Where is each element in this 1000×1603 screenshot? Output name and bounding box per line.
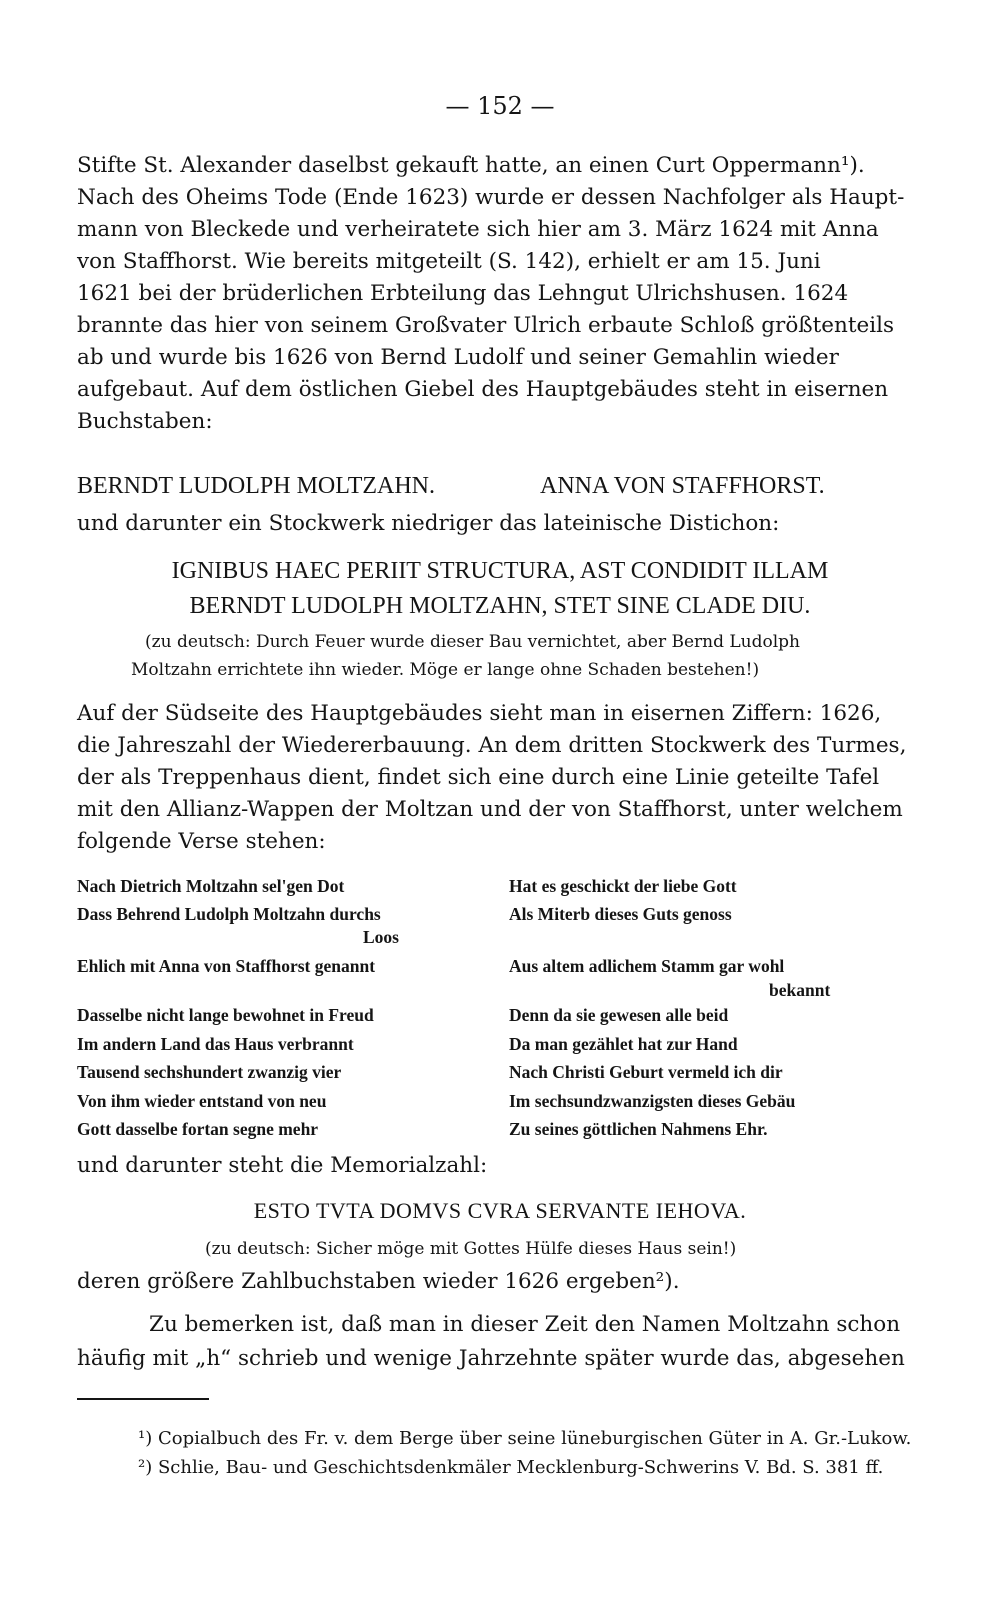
memorial-intro: und darunter steht die Memorialzahl: [77,1153,488,1178]
distichon-line-2: BERNDT LUDOLPH MOLTZAHN, STET SINE CLADE DIU. [189,593,811,619]
text-line: Stifte St. Alexander daselbst gekauft hatte, an einen Curt Oppermann¹). [77,153,865,178]
verse-left-line: Ehlich mit Anna von Staffhorst genannt [77,956,376,976]
footnote-2: ²) Schlie, Bau- und Geschichtsdenkmäler Mecklenburg-Schwerins V. Bd. S. 381 ff. [138,1457,884,1478]
text-line: häufig mit „h“ schrieb und wenige Jahrzehnte später wurde das, abgesehen [77,1346,905,1371]
text-line: Auf der Südseite des Hauptgebäudes sieht man in eisernen Ziffern: 1626, [77,701,882,726]
text-line: mit den Allianz-Wappen der Moltzan und der von Staffhorst, unter welchem [77,797,903,822]
verse-left-line: Dass Behrend Ludolph Moltzahn durchs [77,904,381,924]
verse-left-line: Tausend sechshundert zwanzig vier [77,1062,342,1082]
text-line: Zu bemerken ist, daß man in dieser Zeit den Namen Moltzahn schon [149,1312,901,1337]
verse-left-line: Dasselbe nicht lange bewohnet in Freud [77,1005,374,1025]
verse-right-line: Nach Christi Geburt vermeld ich dir [509,1062,783,1082]
text-line: der als Treppenhaus dient, findet sich eine durch eine Linie geteilte Tafel [77,765,880,790]
page-number: — 152 — [445,92,555,120]
distichon-intro: und darunter ein Stockwerk niedriger das lateinische Distichon: [77,511,780,536]
paragraph-2 [77,698,933,858]
verse-right-line: bekannt [769,980,831,1000]
distichon-line-1: IGNIBUS HAEC PERIIT STRUCTURA, AST CONDIDIT ILLAM [171,558,829,584]
text-line: brannte das hier von seinem Großvater Ulrich erbaute Schloß größtenteils [77,313,894,338]
verse-right-line: Da man gezählet hat zur Hand [509,1034,738,1054]
text-line: von Staffhorst. Wie bereits mitgeteilt (S. 142), erhielt er am 15. Juni [77,249,821,274]
text-line: 1621 bei der brüderlichen Erbteilung das Lehngut Ulrichshusen. 1624 [77,281,849,306]
text-line: die Jahreszahl der Wiedererbauung. An dem dritten Stockwerk des Turmes, [77,733,907,758]
verse-right-line: Hat es geschickt der liebe Gott [509,876,737,896]
verse-left-line: Im andern Land das Haus verbrannt [77,1034,354,1054]
verse-left-line: Gott dasselbe fortan segne mehr [77,1119,319,1139]
verse-left-line: Nach Dietrich Moltzahn sel'gen Dot [77,876,345,896]
memorial-inscription: ESTO TVTA DOMVS CVRA SERVANTE IEHOVA. [253,1198,747,1223]
paragraph-3 [77,1308,933,1376]
text-line: ab und wurde bis 1626 von Bernd Ludolf und seiner Gemahlin wieder [77,345,839,370]
verse-left-line: Loos [363,927,399,947]
text-line: folgende Verse stehen: [77,829,326,854]
paragraph-1 [77,150,933,438]
footnote-1: ¹) Copialbuch des Fr. v. dem Berge über seine lüneburgischen Güter in A. Gr.-Lukow. [138,1428,912,1449]
verse-right-line: Im sechsundzwanzigsten dieses Gebäu [509,1091,796,1111]
text-line: mann von Bleckede und verheiratete sich hier am 3. März 1624 mit Anna [77,217,879,242]
verse-right-line: Aus altem adlichem Stamm gar wohl [509,956,785,976]
verse-right-line: Zu seines göttlichen Nahmens Ehr. [509,1119,768,1139]
zahl-line: deren größere Zahlbuchstaben wieder 1626 ergeben²). [77,1269,680,1294]
text-line: Nach des Oheims Tode (Ende 1623) wurde er dessen Nachfolger als Haupt- [77,185,905,210]
inscription-name-right: ANNA VON STAFFHORST. [540,473,825,499]
footnote-rule [77,1398,209,1400]
verse-right-line: Als Miterb dieses Guts genoss [509,904,732,924]
text-line: Buchstaben: [77,409,213,434]
translation-note-1: (zu deutsch: Durch Feuer wurde dieser Bau vernichtet, aber Bernd Ludolph Moltzahn errichtete ihn wieder. Möge er lange ohne Schaden bestehen!) [131,632,801,680]
translation-note-2: (zu deutsch: Sicher möge mit Gottes Hülfe dieses Haus sein!) [205,1239,737,1259]
inscription-name-left: BERNDT LUDOLPH MOLTZAHN. [77,473,436,499]
text-line: aufgebaut. Auf dem östlichen Giebel des Hauptgebäudes steht in eisernen [77,377,889,402]
verse-left-line: Von ihm wieder entstand von neu [77,1091,327,1111]
verse-right-line: Denn da sie gewesen alle beid [509,1005,729,1025]
